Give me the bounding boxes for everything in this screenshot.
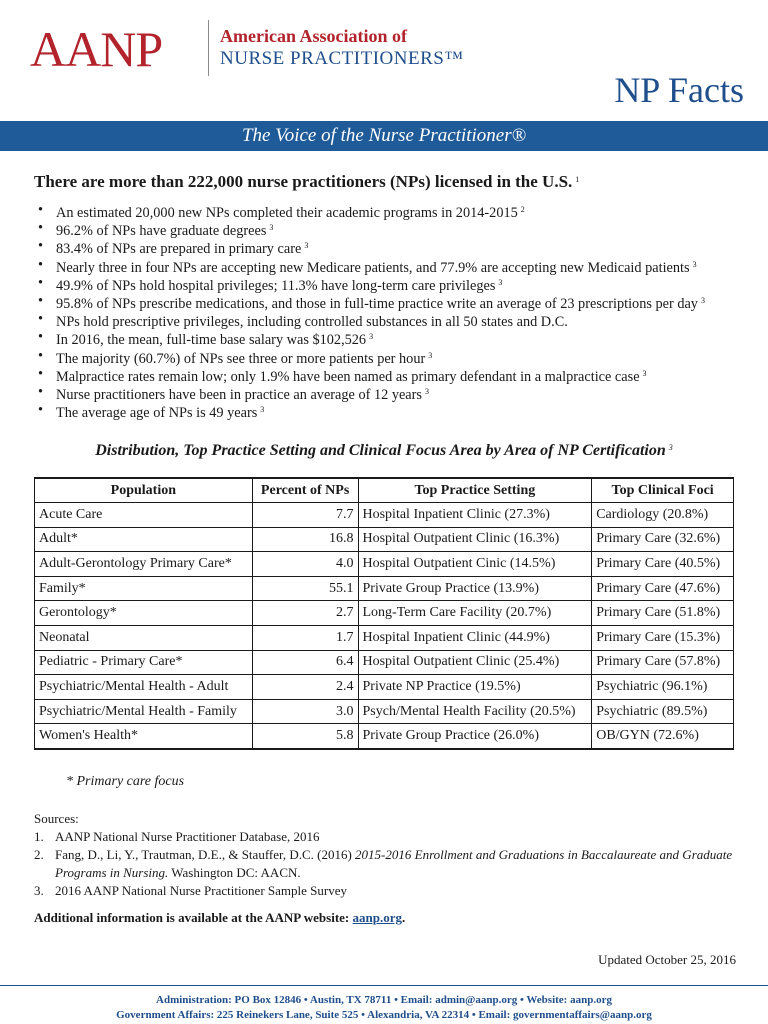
fact-item: • 83.4% of NPs are prepared in primary care $^3$: [38, 237, 758, 255]
footer-line-2: Government Affairs: 225 Reinekers Lane, Suite 525 • Alexandria, VA 22314 • Email: governmentaffairs@aanp.org: [116, 1009, 652, 1021]
more-info: Additional information is available at the AANP website: aanp.org.: [34, 910, 406, 925]
table-row: Family* 55.1 Private Group Practice (13.9%) Primary Care (47.6%): [35, 576, 734, 601]
table-row: Women's Health* 5.8 Private Group Practice (26.0%) OB/GYN (72.6%): [35, 724, 734, 749]
col-header: Top Practice Setting: [358, 478, 592, 503]
table-row: Psychiatric/Mental Health - Adult 2.4 Private NP Practice (19.5%) Psychiatric (96.1%): [35, 675, 734, 700]
sources-label: Sources:: [34, 811, 79, 826]
headline-text: There are more than 222,000 nurse practitioners (NPs) licensed in the U.S.: [34, 172, 573, 191]
table-row: Neonatal 1.7 Hospital Inpatient Clinic (44.9%) Primary Care (15.3%): [35, 626, 734, 651]
fact-item: • In 2016, the mean, full-time base salary was $102,526 $^3$: [38, 328, 758, 346]
primary-care-footnote: * Primary care focus: [66, 774, 185, 789]
sources-list: [34, 828, 744, 900]
aanp-logo: [30, 20, 480, 78]
footer-divider: [0, 985, 768, 986]
fact-item: • An estimated 20,000 new NPs completed their academic programs in 2014-2015 $^2$: [38, 201, 758, 219]
col-header: Percent of NPs: [252, 478, 358, 503]
headline: [34, 172, 579, 192]
footer: [0, 993, 768, 1023]
page-title: NP Facts: [614, 70, 744, 110]
fact-item: • 95.8% of NPs prescribe medications, and those in full-time practice write an average of 23 prescriptions per day $^3$: [38, 292, 758, 310]
col-header: Population: [35, 478, 253, 503]
source-item: 3. 2016 AANP National Nurse Practitioner Sample Survey: [34, 883, 347, 898]
col-header: Top Clinical Foci: [592, 478, 734, 503]
table-row: Adult-Gerontology Primary Care* 4.0 Hospital Outpatient Cinic (14.5%) Primary Care (40.5%): [35, 552, 734, 577]
facts-list: [38, 201, 758, 422]
footer-line-1: Administration: PO Box 12846 • Austin, TX 78711 • Email: admin@aanp.org • Website: aanp.org: [156, 994, 612, 1006]
headline-ref: 1: [575, 175, 580, 184]
logo-abbrev: AANP: [30, 21, 163, 77]
source-item: 1. AANP National Nurse Practitioner Database, 2016: [34, 829, 320, 844]
fact-item: • Nurse practitioners have been in practice an average of 12 years $^3$: [38, 383, 758, 401]
table-row: Psychiatric/Mental Health - Family 3.0 Psych/Mental Health Facility (20.5%) Psychiatric (89.5%): [35, 699, 734, 724]
table-row: Pediatric - Primary Care* 6.4 Hospital Outpatient Clinic (25.4%) Primary Care (57.8%): [35, 650, 734, 675]
aanp-website-link[interactable]: aanp.org: [352, 910, 402, 925]
table-row: Adult* 16.8 Hospital Outpatient Clinic (16.3%) Primary Care (32.6%): [35, 527, 734, 552]
sources: [34, 810, 744, 900]
tagline-banner: The Voice of the Nurse Practitioner®: [0, 121, 768, 151]
fact-item: • 96.2% of NPs have graduate degrees $^3$: [38, 219, 758, 237]
fact-item: • The majority (60.7%) of NPs see three or more patients per hour $^3$: [38, 347, 758, 365]
table-row: Gerontology* 2.7 Long-Term Care Facility (20.7%) Primary Care (51.8%): [35, 601, 734, 626]
fact-item: • 49.9% of NPs hold hospital privileges; 11.3% have long-term care privileges $^3$: [38, 274, 758, 292]
table-title: Distribution, Top Practice Setting and Clinical Focus Area by Area of NP Certification $^3$: [95, 442, 673, 459]
fact-item: • Malpractice rates remain low; only 1.9% have been named as primary defendant in a malpractice case $^3$: [38, 365, 758, 383]
table-header-row: [35, 478, 734, 503]
logo-line-1: American Association of: [220, 26, 407, 46]
logo-divider: [208, 20, 209, 76]
fact-item: • The average age of NPs is 49 years $^3$: [38, 401, 758, 419]
fact-item: • Nearly three in four NPs are accepting new Medicare patients, and 77.9% are accepting new Medicaid patients $^3$: [38, 256, 758, 274]
fact-item: • NPs hold prescriptive privileges, including controlled substances in all 50 states and D.C.: [38, 310, 758, 328]
logo-line-2: NURSE PRACTITIONERS™: [220, 48, 464, 69]
certification-table: [34, 477, 734, 750]
table-row: Acute Care 7.7 Hospital Inpatient Clinic (27.3%) Cardiology (20.8%): [35, 503, 734, 528]
source-item: 2. Fang, D., Li, Y., Trautman, D.E., & Stauffer, D.C. (2016) 2015-2016 Enrollment and Graduations in Baccalaureate and Graduate Programs in Nursing. Washington DC: AACN.: [34, 847, 733, 880]
updated-date: Updated October 25, 2016: [598, 952, 736, 967]
